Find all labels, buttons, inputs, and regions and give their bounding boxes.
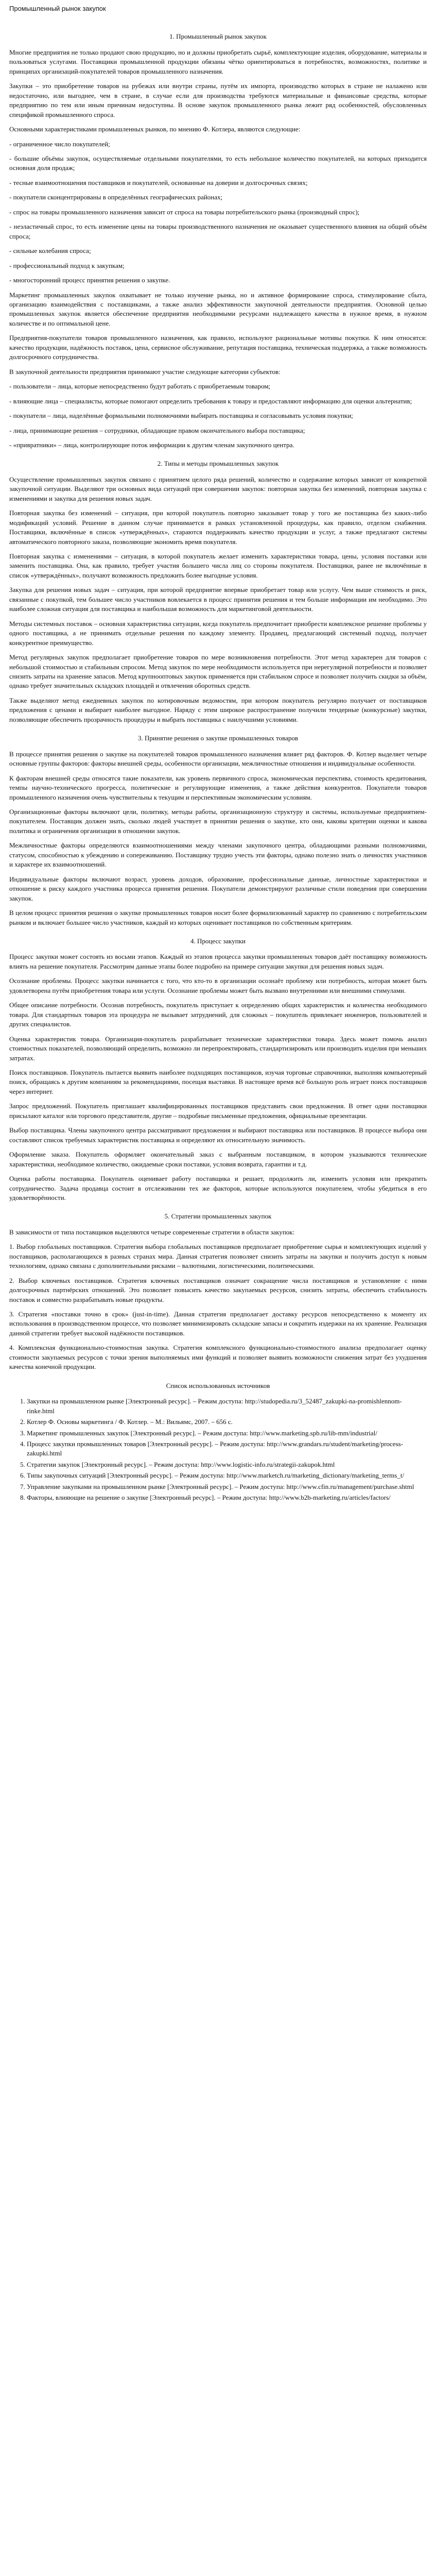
paragraph: 3. Стратегия «поставки точно в срок» (just-in-time). Данная стратегия предполагает доставку ресурсов непосредственно к моменту их использования в производственном процессе, что позволяет минимизировать складские запасы и сократить издержки на их хранение. Реализация данной стратегии требует высокой надёжности поставщиков. xyxy=(9,1310,427,1337)
references-heading: Список использованных источников xyxy=(166,1381,270,1389)
paragraph: - многосторонний процесс принятия решения о закупке. xyxy=(9,276,170,284)
paragraph: Межличностные факторы определяются взаимоотношениями между членами закупочного центра, обладающими разными полномочиями, статусом, способностью к убеждению и сопереживанию. Поставщику трудно учесть эти факторы, однако полезно знать о личностях участников и характере их взаимоотношений. xyxy=(9,841,427,869)
references-list xyxy=(9,1397,427,1503)
paragraph: 1. Выбор глобальных поставщиков. Стратегия выбора глобальных поставщиков предполагает приобретение сырья и комплектующих изделий у поставщиков, располагающихся в разных странах мира. Данная стратегия позволяет снизить затраты на закупки и получить доступ к новым технологиям, однако связана с дополнительными рисками – валютными, логистическими, политическими. xyxy=(9,1243,427,1270)
paragraph: - ограниченное число покупателей; xyxy=(9,140,110,148)
page-title: Промышленный рынок закупок xyxy=(9,5,106,12)
reference-item: 4. Процесс закупки промышленных товаров [Электронный ресурс]. – Режим доступа: http://www.grandars.ru/student/marketing/process-zakupki.html xyxy=(27,1439,427,1459)
paragraph: - пользователи – лица, которые непосредственно будут работать с приобретаемым товаром; xyxy=(9,382,271,391)
paragraph: - лица, принимающие решения – сотрудники, обладающие правом окончательного выбора поставщика; xyxy=(9,426,305,434)
reference-item: 8. Факторы, влияющие на решение о закупке [Электронный ресурс]. – Режим доступа: http://www.b2b-marketing.ru/articles/factors/ xyxy=(27,1493,427,1502)
section-heading: 5. Стратегии промышленных закупок xyxy=(164,1212,272,1221)
paragraph: К факторам внешней среды относятся такие показатели, как уровень первичного спроса, экономическая перспектива, стоимость кредитования, темпы научно-технического прогресса, политические и регулирующие изменения, а также действия конкурентов. Покупатели товаров промышленного назначения очень чувствительны к текущим и перспективным экономическим условиям. xyxy=(9,774,427,801)
paragraph: - тесные взаимоотношения поставщиков и покупателей, основанные на доверии и долгосрочных связях; xyxy=(9,178,308,187)
paragraph: Организационные факторы включают цели, политику, методы работы, организационную структуру и системы, используемые предприятием-покупателем. Поставщик должен знать, сколько людей участвует в принятии решения о закупке, кто они, каковы критерии оценки и какова политика и ограничения организации в отношении закупок. xyxy=(9,808,427,835)
paragraph: - неэластичный спрос, то есть изменение цены на товары производственного назначения не оказывает существенного влияния на общий объём спроса; xyxy=(9,223,427,240)
section xyxy=(9,937,427,1202)
paragraph: Общее описание потребности. Осознав потребность, покупатель приступает к определению общих характеристик и количества необходимого товара. Для стандартных товаров эта процедура не вызывает затруднений, для сложных – покупатель привлекает инженеров, пользователей и других специалистов. xyxy=(9,1001,427,1028)
paragraph: В закупочной деятельности предприятия принимают участие следующие категории субъектов: xyxy=(9,367,281,376)
paragraph: Многие предприятия не только продают свою продукцию, но и должны приобретать сырьё, комплектующие изделия, оборудование, материалы и пользоваться услугами. Поставщики промышленной продукции обязаны чётко ориентироваться в потребностях, возможностях, политике и принципах организаций-покупателей товаров промышленного назначения. xyxy=(9,48,427,75)
section-heading: 1. Промышленный рынок закупок xyxy=(169,32,267,41)
reference-item: 1. Закупки на промышленном рынке [Электронный ресурс]. – Режим доступа: http://studopedia.ru/3_52487_zakupki-na-promishlennom-rinke.html xyxy=(27,1397,427,1416)
section-heading: 2. Типы и методы промышленных закупок xyxy=(157,460,279,468)
paragraph: - сильные колебания спроса; xyxy=(9,247,91,255)
paragraph: Оценка характеристик товара. Организация-покупатель разрабатывает технические характеристики товара. Здесь может помочь анализ стоимостных показателей, позволяющий определить, возможно ли перепроектировать, стандартизировать или производить изделия при меньших затратах. xyxy=(9,1035,427,1062)
paragraph: Основными характеристиками промышленных рынков, по мнению Ф. Котлера, являются следующие: xyxy=(9,125,301,133)
paragraph: Закупка для решения новых задач – ситуация, при которой предприятие впервые приобретает товар или услугу. Чем выше стоимость и риск, связанные с покупкой, тем большее число участников вовлекается в процесс принятия решения и тем больше информации им необходимо. Это наиболее сложная ситуация для поставщика и наибольшая возможность для маркетинговой деятельности. xyxy=(9,586,427,613)
section xyxy=(9,459,427,724)
paragraph: Выбор поставщика. Члены закупочного центра рассматривают предложения и выбирают поставщика или поставщиков. В процессе выбора они составляют список требуемых характеристик поставщика и определяют их относительную значимость. xyxy=(9,1126,427,1144)
section-heading: 4. Процесс закупки xyxy=(190,937,246,945)
reference-item: 6. Типы закупочных ситуаций [Электронный ресурс]. – Режим доступа: http://www.marketch.ru/marketing_dictionary/marketing_terms_t/ xyxy=(27,1471,427,1480)
paragraph: В целом процесс принятия решения о закупке промышленных товаров носит более формализованный характер по сравнению с потребительским рынком и включает большее число участников, каждый из которых оценивает поставщиков по собственным критериям. xyxy=(9,909,427,926)
paragraph: - покупатели – лица, наделённые формальными полномочиями выбирать поставщика и согласовывать условия покупки; xyxy=(9,412,353,420)
paragraph: - покупатели сконцентрированы в определённых географических районах; xyxy=(9,193,223,201)
paragraph: - спрос на товары промышленного назначения зависит от спроса на товары потребительского рынка (производный спрос); xyxy=(9,208,360,216)
reference-item: 7. Управление закупками на промышленном рынке [Электронный ресурс]. – Режим доступа: http://www.cfin.ru/management/purchase.shtml xyxy=(27,1482,427,1492)
reference-item: 2. Котлер Ф. Основы маркетинга / Ф. Котлер. – М.: Вильямс, 2007. – 656 с. xyxy=(27,1417,427,1427)
paragraph: - «привратники» – лица, контролирующие поток информации к другим членам закупочного центра. xyxy=(9,440,294,449)
paragraph: Предприятия-покупатели товаров промышленного назначения, как правило, используют рациональные мотивы покупки. К ним относятся: качество продукции, надёжность поставок, цена, сервисное обслуживание, репутация поставщика, техническая поддержка, а также возможность долгосрочного сотрудничества. xyxy=(9,334,427,361)
section xyxy=(9,32,427,450)
paragraph: 4. Комплексная функционально-стоимостная закупка. Стратегия комплексного функционально-стоимостного анализа предполагает оценку стоимости закупаемых ресурсов с точки зрения выполняемых ими функций и позволяет выявить возможности снижения затрат без ухудшения качества конечной продукции. xyxy=(9,1344,427,1371)
paragraph: Метод регулярных закупок предполагает приобретение товаров по мере возникновения потребности. Этот метод характерен для товаров с небольшой стоимостью и стабильным спросом. Метод закупок по мере необходимости используется при нерегулярной потребности и позволяет снизить затраты на хранение запасов. Метод крупнооптовых закупок применяется при стабильном спросе и позволяет получить скидки за объём, однако требует значительных складских площадей и отвлечения оборотных средств. xyxy=(9,653,427,690)
paragraph: - влияющие лица – специалисты, которые помогают определить требования к товару и предоставляют информацию для оценки альтернатив; xyxy=(9,397,412,405)
paragraph: Закупки – это приобретение товаров на рубежах или внутри страны, путём их импорта, производство которых в стране не налажено или недостаточно, или выгоднее, чем в стране, в случае если для производства требуются материальные и финансовые средства, которые предприятию по тем или иным причинам недоступны. В основе закупок промышленного рынка лежит ряд особенностей, обусловленных спецификой промышленного спроса. xyxy=(9,82,427,118)
section-heading: 3. Принятие решения о закупке промышленных товаров xyxy=(137,734,299,742)
paragraph: - большие объёмы закупок, осуществляемые отдельными покупателями, то есть небольшое количество покупателей, на которых приходится основная доля продаж; xyxy=(9,154,427,172)
paragraph: Повторная закупка с изменениями – ситуация, в которой покупатель желает изменить характеристики товара, цены, условия поставки или заменить поставщика. Она, как правило, требует участия большего числа лиц со стороны покупателя. Поставщики, ранее не включённые в список «утверждённых», получают возможность предложить более выгодные условия. xyxy=(9,552,427,579)
paragraph: Оформление заказа. Покупатель оформляет окончательный заказ с выбранным поставщиком, в котором указываются технические характеристики, необходимое количество, ожидаемые сроки поставки, условия возврата, гарантии и т.д. xyxy=(9,1150,427,1168)
section xyxy=(9,1212,427,1371)
reference-item: 5. Стратегии закупок [Электронный ресурс]. – Режим доступа: http://www.logistic-info.ru/strategii-zakupok.html xyxy=(27,1460,427,1469)
paragraph: Методы системных поставок – основная характеристика ситуации, когда покупатель предпочитает приобрести комплексное решение проблемы у одного поставщика, а не принимать отдельные решения по каждому элементу. Продавец, предлагающий системный подход, получает конкурентное преимущество. xyxy=(9,619,427,647)
paragraph: 2. Выбор ключевых поставщиков. Стратегия ключевых поставщиков означает сокращение числа поставщиков и установление с ними долгосрочных партнёрских отношений. Это позволяет повысить качество закупаемых ресурсов, снизить затраты, обеспечить стабильность поставок и совместно разрабатывать новые продукты. xyxy=(9,1276,427,1303)
paragraph: Процесс закупки может состоять из восьми этапов. Каждый из этапов процесса закупки промышленных товаров даёт поставщику возможность влиять на решение покупателя. Рассмотрим данные этапы более подробно на примере ситуации закупки для решения новых задач. xyxy=(9,953,427,970)
paragraph: Индивидуальные факторы включают возраст, уровень доходов, образование, профессиональные данные, личностные характеристики и отношение к риску каждого участника процесса принятия решения. Покупатели демонстрируют различные стили поведения при совершении закупок. xyxy=(9,875,427,902)
section xyxy=(9,734,427,927)
paragraph: Маркетинг промышленных закупок охватывает не только изучение рынка, но и активное формирование спроса, стимулирование сбыта, организацию взаимодействия с поставщиками, а также анализ эффективности закупочной деятельности предприятия. Основной целью промышленных закупок является обеспечение предприятия необходимыми ресурсами надлежащего качества в нужное время, в нужном количестве и по оптимальной цене. xyxy=(9,291,427,327)
references-section xyxy=(9,1381,427,1503)
paragraph: - профессиональный подход к закупкам; xyxy=(9,261,125,269)
paragraph: Осуществление промышленных закупок связано с принятием целого ряда решений, количество и содержание которых зависит от конкретной закупочной ситуации. Выделяют три основных вида ситуаций при совершении закупок: повторная закупка без изменений, повторная закупка с изменениями и закупка для решения новых задач. xyxy=(9,475,427,502)
paragraph: Также выделяют метод ежедневных закупок по котировочным ведомостям, при котором покупатель регулярно получает от поставщиков предложения с ценами и выбирает наиболее выгодное. Наряду с этим широкое распространение получили тендерные (конкурсные) закупки, позволяющие обеспечить прозрачность процедуры и выбрать поставщика с наилучшими условиями. xyxy=(9,696,427,723)
sections-container xyxy=(9,32,427,1371)
paragraph: Оценка работы поставщика. Покупатель оценивает работу поставщика и решает, продолжить ли, изменить условия или прекратить сотрудничество. Задача продавца состоит в отслеживании тех же факторов, которые используются покупателем, чтобы убедиться в его удовлетворённости. xyxy=(9,1175,427,1201)
reference-item: 3. Маркетинг промышленных закупок [Электронный ресурс]. – Режим доступа: http://www.marketing.spb.ru/lib-mm/industrial/ xyxy=(27,1429,427,1438)
paragraph: Осознание проблемы. Процесс закупки начинается с того, что кто-то в организации осознаёт проблему или потребность, которая может быть удовлетворена путём приобретения товара или услуги. Осознание проблемы может быть вызвано внутренними или внешними стимулами. xyxy=(9,977,427,994)
paragraph: Запрос предложений. Покупатель приглашает квалифицированных поставщиков представить свои предложения. В ответ одни поставщики присылают каталог или торгового представителя, другие – подробные письменные предложения, официальные презентации. xyxy=(9,1102,427,1120)
paragraph: В зависимости от типа поставщиков выделяются четыре современные стратегии в области закупок: xyxy=(9,1228,295,1236)
paragraph: Поиск поставщиков. Покупатель пытается выявить наиболее подходящих поставщиков, изучая торговые справочники, выполняя компьютерный поиск, обращаясь к другим компаниям за рекомендациями, посещая выставки. В настоящее время всё большую роль играет поиск поставщиков через интернет. xyxy=(9,1068,427,1095)
paragraph: В процессе принятия решения о закупке на покупателей товаров промышленного назначения влияет ряд факторов. Ф. Котлер выделяет четыре основные группы факторов: факторы внешней среды, особенности организации, межличностные отношения и индивидуальные особенности. xyxy=(9,750,427,768)
paragraph: Повторная закупка без изменений – ситуация, при которой покупатель повторно заказывает товар у того же поставщика без каких-либо модификаций условий. Решение в данном случае принимается в рамках установленной процедуры, как правило, отделом снабжения. Поставщики, включённые в список «утверждённых», стараются поддерживать качество продукции и услуг, а также предлагают системы автоматического повторного заказа, позволяющие экономить время покупателя. xyxy=(9,509,427,546)
